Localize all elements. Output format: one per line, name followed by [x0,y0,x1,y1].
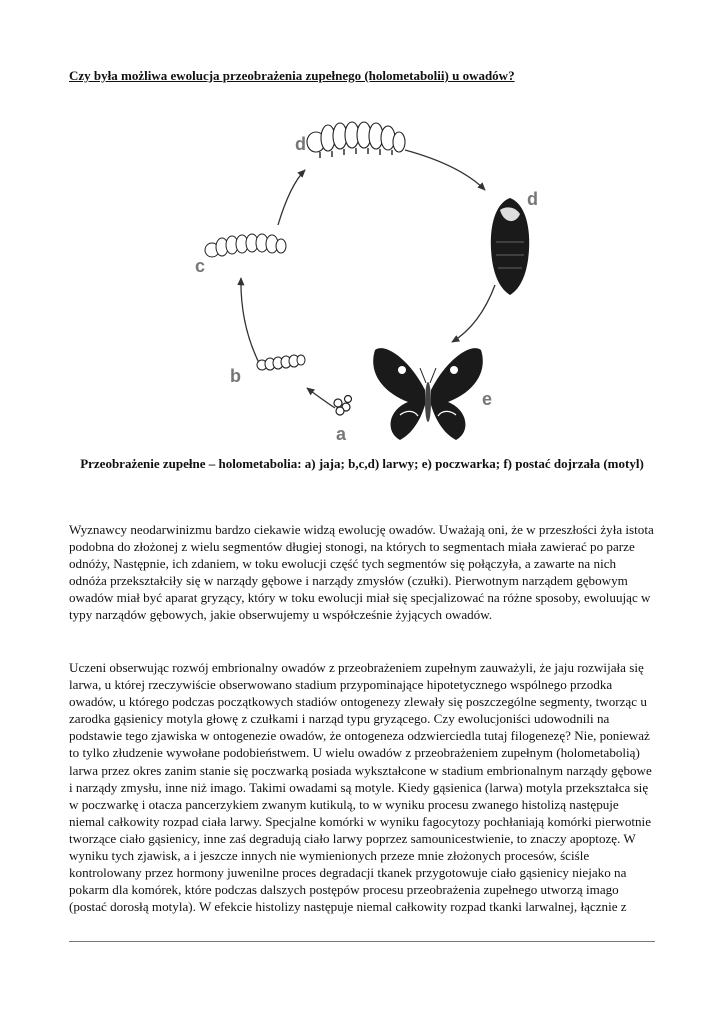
butterfly-icon [373,348,483,440]
label-pupa: d [527,189,538,209]
body-paragraph: Uczeni obserwując rozwój embrionalny owadów z przeobrażeniem zupełnym zauważyli, że jaju rozwijała się larwa, u której rzeczywiście obserwowano stadium przypominające hipotetycznego wspólnego przodka owadów, u którego podczas początkowych stadiów ontogenezy zlewały się poszczególne segmenty, tworząc u zarodka gąsienicy motyla głowę z czułkami i narząd typu gryzącego. Czy ewolucjoniści udowodnili na podstawie tego zjawiska w ontogenezie owadów, że ontogeneza odzwierciedla tutaj filogenezę? Nie, ponieważ to tylko złudzenie wywołane podobieństwem. U wielu owadów z przeobrażeniem zupełnym (holometabolią) larwa przez okres zanim stanie się poczwarką posiada wykształcone w stadium embrionalnym narządy gębowe i narządy zmysłu, inne niż imago. Takimi owadami są motyle. Kiedy gąsienica (larwa) motyla przekształca się w poczwarkę i otacza pancerzykiem zwanym kutikulą, to w wyniku procesu zwanego histolizą następuje niemal całkowity rozpad ciała larwy. Specjalne komórki w wyniku fagocytozy pochłaniają komórki pierwotnie tworzące ciało gąsienicy, inne zaś degradują ciało larwy poprzez samounicestwienie, to znaczy apoptozę. W wyniku tych zjawisk, a i jeszcze innych nie wymienionych przeze mnie złożonych procesów, ściśle kontrolowany przez hormony juwenilne proces degradacji tkanek przygotowuje ciało gąsienicy niejako na pokarm dla komórek, które podczas dalszych postępów procesu przeobrażenia zupełnego utworzą imago (postać dorosłą motyla). W efekcie histolizy następuje niemal całkowity rozpad tkanki larwalnej, łącznie z [69,660,652,915]
page-divider [69,941,655,942]
cycle-arrow [307,388,335,408]
label-large-larva: d [295,134,306,154]
cycle-arrow [278,170,305,225]
label-medium-larva: c [195,256,206,276]
medium-larva-icon [205,234,286,257]
small-larva-icon [257,355,305,370]
eggs-icon [334,396,352,416]
cycle-arrow [241,278,260,365]
cycle-arrow [452,285,495,342]
body-paragraph: Wyznawcy neodarwinizmu bardzo ciekawie widzą ewolucję owadów. Uważają oni, że w przeszłości żyła istota podobna do złożonej z wielu segmentów długiej stonogi, na których to segmentach miała zawierać po parze odnóży, Następnie, ich zdaniem, w toku ewolucji część tych segmentów się połączyła, a zawarte na nich odnóża przekształciły się w narządy gębowe i narządy zmysłów (czułki). Pierwotnym narządem gębowym owadów miał być aparat gryzący, który w toku ewolucji miał się specjalizować na różne sposoby, ewoluując w typy narządów gębowych, jakie obserwujemy u współcześnie żyjących owadów. [69,522,654,623]
figure-caption: Przeobrażenie zupełne – holometabolia: a) jaja; b,c,d) larwy; e) poczwarka; f) postać dojrzała (motyl) [80,456,644,471]
label-egg: a [336,424,347,444]
label-small-larva: b [230,366,241,386]
cycle-arrow [405,150,485,190]
large-larva-icon [307,122,405,158]
label-adult: e [482,389,493,409]
life-cycle-diagram [170,110,570,450]
pupa-icon [491,198,529,295]
document-title: Czy była możliwa ewolucja przeobrażenia zupełnego (holometabolii) u owadów? [69,68,515,83]
